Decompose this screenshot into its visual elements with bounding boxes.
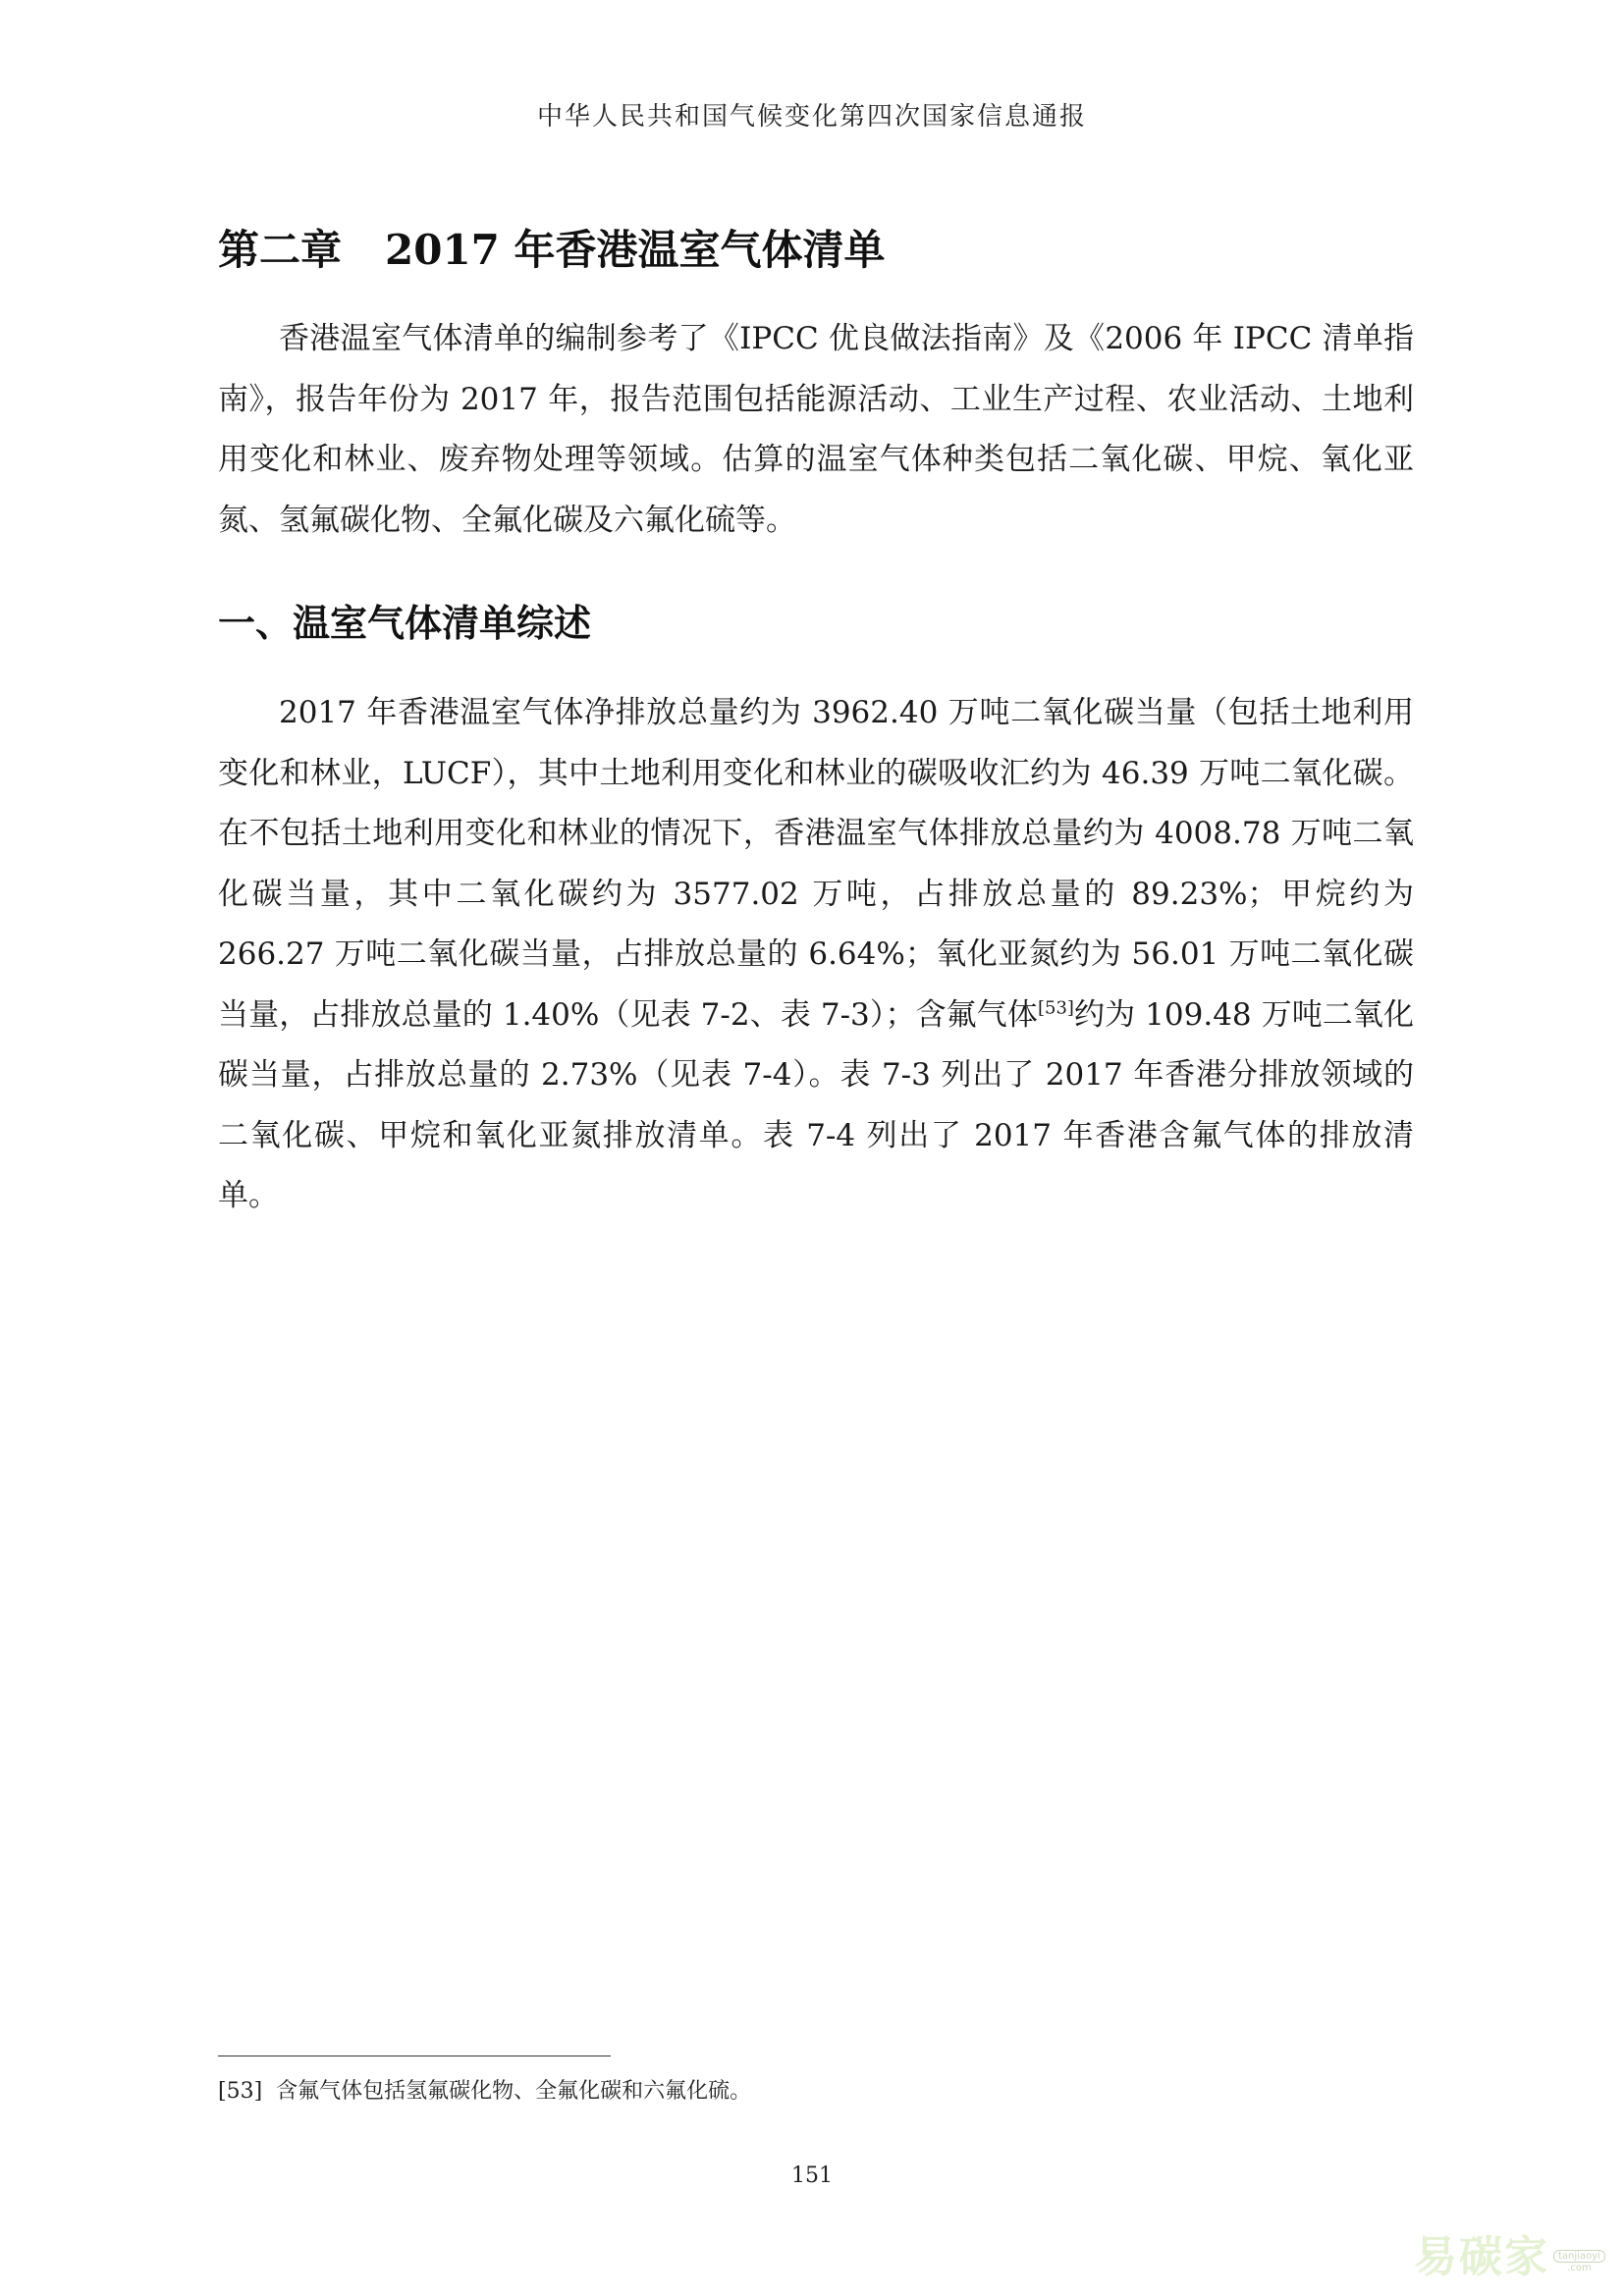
watermark-brand: 易碳家: [1414, 2232, 1549, 2282]
footnote-reference[interactable]: [53]: [1037, 997, 1074, 1019]
chapter-title: [218, 218, 886, 277]
footnote: [218, 2074, 751, 2105]
watermark-site-name: tanjiaoyi: [1553, 2250, 1605, 2263]
summary-text-part1: 2017 年香港温室气体净排放总量约为 3962.40 万吨二氧化碳当量（包括土地利用变化和林业，LUCF），其中土地利用变化和林业的碳吸收汇约为 46.39 万吨二氧化碳。在不包括土地利用变化和林业的情况下，香港温室气体排放总量约为 4008.78 万吨二氧化碳当量，其中二氧化碳约为 3577.02 万吨，占排放总量的 89.23%；甲烷约为 266.27 万吨二氧化碳当量，占排放总量的 6.64%；氧化亚氮约为 56.01 万吨二氧化碳当量，占排放总量的 1.40%（见表 7-2、表 7-3）；含氟气体: [218, 695, 1414, 1033]
page-number: 151: [791, 2163, 833, 2188]
chapter-number: 第二章: [218, 226, 343, 274]
footnote-marker: [53]: [218, 2079, 263, 2104]
section-heading: 一、温室气体清单综述: [218, 601, 592, 645]
running-header: 中华人民共和国气候变化第四次国家信息通报: [536, 102, 1087, 132]
chapter-title-text: 2017 年香港温室气体清单: [385, 226, 886, 274]
summary-paragraph: [218, 683, 1414, 1227]
footnote-text: 含氟气体包括氢氟碳化物、全氟化碳和六氟化硫。: [276, 2079, 752, 2104]
watermark-site: [1553, 2250, 1605, 2273]
watermark-site-domain: .com: [1567, 2263, 1592, 2273]
watermark-logo: [1414, 2232, 1605, 2282]
intro-paragraph: 香港温室气体清单的编制参考了《IPCC 优良做法指南》及《2006 年 IPCC 清单指南》，报告年份为 2017 年，报告范围包括能源活动、工业生产过程、农业活动、土地利用变化和林业、废弃物处理等领域。估算的温室气体种类包括二氧化碳、甲烷、氧化亚氮、氢氟碳化物、全氟化碳及六氟化硫等。: [218, 321, 1414, 538]
summary-text-part2: 约为 109.48 万吨二氧化碳当量，占排放总量的 2.73%（见表 7-4）。表 7-3 列出了 2017 年香港分排放领域的二氧化碳、甲烷和氧化亚氮排放清单。表 7-4 列出了 2017 年香港含氟气体的排放清单。: [218, 996, 1414, 1213]
